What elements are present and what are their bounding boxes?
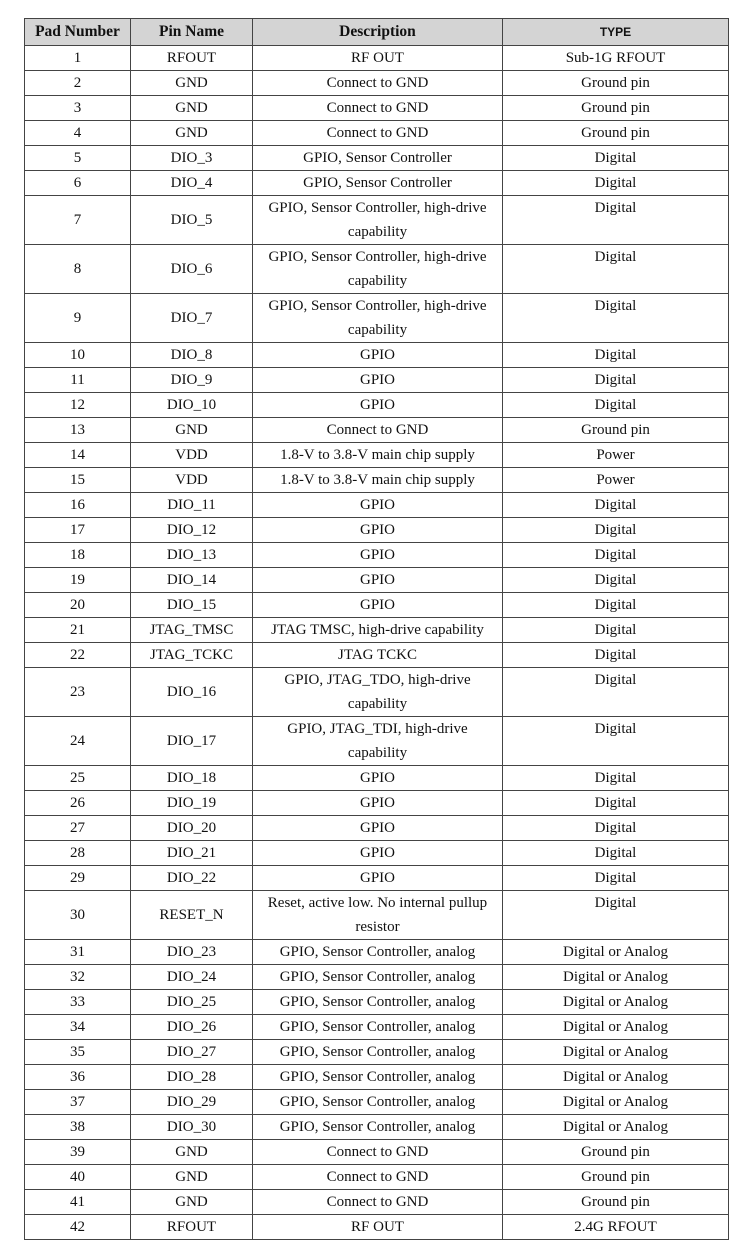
description-cell: GPIO	[253, 343, 503, 368]
pad-number-cell: 32	[25, 965, 131, 990]
pad-number-cell: 21	[25, 618, 131, 643]
pad-number-cell: 35	[25, 1040, 131, 1065]
pin-name-cell: RESET_N	[131, 891, 253, 940]
type-cell: Power	[503, 443, 729, 468]
pad-number-cell: 1	[25, 46, 131, 71]
pad-number-cell: 39	[25, 1140, 131, 1165]
type-cell: Power	[503, 468, 729, 493]
description-cell: GPIO, Sensor Controller, analog	[253, 990, 503, 1015]
pad-number-cell: 29	[25, 866, 131, 891]
table-row	[25, 1190, 729, 1215]
description-cell: JTAG TMSC, high-drive capability	[253, 618, 503, 643]
table-row	[25, 1090, 729, 1115]
type-cell: Digital	[503, 493, 729, 518]
table-row	[25, 71, 729, 96]
pin-name-cell: DIO_19	[131, 791, 253, 816]
pin-name-cell: GND	[131, 418, 253, 443]
pad-number-cell: 14	[25, 443, 131, 468]
pad-number-cell: 3	[25, 96, 131, 121]
description-cell: 1.8-V to 3.8-V main chip supply	[253, 468, 503, 493]
description-cell: GPIO, Sensor Controller, analog	[253, 1015, 503, 1040]
table-row	[25, 1040, 729, 1065]
type-cell: Digital	[503, 717, 729, 766]
type-cell: Ground pin	[503, 1190, 729, 1215]
pad-number-cell: 11	[25, 368, 131, 393]
pin-name-cell: DIO_5	[131, 196, 253, 245]
type-cell: Digital	[503, 791, 729, 816]
type-cell: Digital	[503, 891, 729, 940]
description-cell: GPIO, Sensor Controller, analog	[253, 965, 503, 990]
pin-table	[24, 18, 729, 1240]
table-row	[25, 990, 729, 1015]
description-cell: GPIO, Sensor Controller, analog	[253, 1090, 503, 1115]
pad-number-cell: 2	[25, 71, 131, 96]
type-cell: Digital	[503, 618, 729, 643]
pin-name-cell: GND	[131, 71, 253, 96]
pin-name-cell: DIO_30	[131, 1115, 253, 1140]
pad-number-cell: 20	[25, 593, 131, 618]
pin-name-cell: DIO_24	[131, 965, 253, 990]
pin-name-cell: DIO_10	[131, 393, 253, 418]
description-cell: 1.8-V to 3.8-V main chip supply	[253, 443, 503, 468]
description-cell: GPIO, Sensor Controller, high-drive capability	[253, 245, 503, 294]
pad-number-cell: 17	[25, 518, 131, 543]
pad-number-cell: 12	[25, 393, 131, 418]
pin-name-cell: DIO_8	[131, 343, 253, 368]
pin-name-cell: GND	[131, 1165, 253, 1190]
pad-number-cell: 9	[25, 294, 131, 343]
table-row	[25, 1015, 729, 1040]
pin-name-cell: GND	[131, 121, 253, 146]
description-cell: GPIO, Sensor Controller, high-drive capability	[253, 294, 503, 343]
description-cell: GPIO	[253, 866, 503, 891]
description-cell: GPIO, JTAG_TDO, high-drive capability	[253, 668, 503, 717]
table-row	[25, 46, 729, 71]
description-cell: RF OUT	[253, 1215, 503, 1240]
type-cell: Digital or Analog	[503, 1040, 729, 1065]
pin-name-cell: DIO_11	[131, 493, 253, 518]
description-cell: GPIO	[253, 816, 503, 841]
pin-name-cell: VDD	[131, 468, 253, 493]
table-row	[25, 171, 729, 196]
pin-name-cell: DIO_26	[131, 1015, 253, 1040]
pad-number-cell: 31	[25, 940, 131, 965]
table-row	[25, 866, 729, 891]
table-row	[25, 196, 729, 245]
pad-number-cell: 41	[25, 1190, 131, 1215]
type-cell: Ground pin	[503, 418, 729, 443]
description-cell: Connect to GND	[253, 71, 503, 96]
description-cell: GPIO	[253, 368, 503, 393]
pad-number-cell: 25	[25, 766, 131, 791]
table-row	[25, 543, 729, 568]
description-cell: Connect to GND	[253, 121, 503, 146]
type-cell: Digital	[503, 343, 729, 368]
table-row	[25, 841, 729, 866]
pin-name-cell: DIO_13	[131, 543, 253, 568]
table-row	[25, 1115, 729, 1140]
pin-name-cell: DIO_7	[131, 294, 253, 343]
pin-name-cell: JTAG_TMSC	[131, 618, 253, 643]
table-row	[25, 343, 729, 368]
description-cell: GPIO	[253, 393, 503, 418]
pin-name-cell: DIO_21	[131, 841, 253, 866]
type-cell: Ground pin	[503, 96, 729, 121]
table-row	[25, 245, 729, 294]
table-row	[25, 418, 729, 443]
pin-name-cell: GND	[131, 1190, 253, 1215]
type-cell: Digital	[503, 393, 729, 418]
table-row	[25, 96, 729, 121]
pin-name-cell: DIO_23	[131, 940, 253, 965]
type-cell: Digital	[503, 146, 729, 171]
table-row	[25, 518, 729, 543]
table-row	[25, 618, 729, 643]
description-cell: GPIO, Sensor Controller, analog	[253, 940, 503, 965]
pad-number-cell: 36	[25, 1065, 131, 1090]
pad-number-cell: 22	[25, 643, 131, 668]
pad-number-cell: 37	[25, 1090, 131, 1115]
type-cell: Ground pin	[503, 121, 729, 146]
pin-name-cell: DIO_20	[131, 816, 253, 841]
pad-number-cell: 16	[25, 493, 131, 518]
type-cell: Digital or Analog	[503, 965, 729, 990]
table-row	[25, 1140, 729, 1165]
table-row	[25, 593, 729, 618]
type-cell: Ground pin	[503, 1140, 729, 1165]
type-cell: Digital	[503, 643, 729, 668]
pad-number-cell: 40	[25, 1165, 131, 1190]
description-cell: Connect to GND	[253, 418, 503, 443]
description-cell: RF OUT	[253, 46, 503, 71]
description-cell: Connect to GND	[253, 1140, 503, 1165]
type-cell: Digital	[503, 568, 729, 593]
table-row	[25, 668, 729, 717]
description-cell: GPIO, Sensor Controller, analog	[253, 1115, 503, 1140]
pad-number-cell: 8	[25, 245, 131, 294]
type-cell: Digital or Analog	[503, 940, 729, 965]
pin-name-cell: VDD	[131, 443, 253, 468]
table-row	[25, 568, 729, 593]
description-cell: GPIO	[253, 543, 503, 568]
pin-name-cell: DIO_29	[131, 1090, 253, 1115]
description-cell: GPIO	[253, 593, 503, 618]
header-pin-name: Pin Name	[131, 19, 253, 46]
pin-name-cell: DIO_12	[131, 518, 253, 543]
type-cell: Digital	[503, 766, 729, 791]
pad-number-cell: 10	[25, 343, 131, 368]
description-cell: GPIO	[253, 766, 503, 791]
table-row	[25, 368, 729, 393]
pin-name-cell: DIO_28	[131, 1065, 253, 1090]
pad-number-cell: 24	[25, 717, 131, 766]
pin-table-container	[24, 18, 728, 1240]
pad-number-cell: 7	[25, 196, 131, 245]
table-row	[25, 940, 729, 965]
type-cell: Ground pin	[503, 1165, 729, 1190]
type-cell: Digital	[503, 294, 729, 343]
type-cell: Ground pin	[503, 71, 729, 96]
type-cell: Digital	[503, 171, 729, 196]
pad-number-cell: 15	[25, 468, 131, 493]
table-row	[25, 1065, 729, 1090]
pad-number-cell: 33	[25, 990, 131, 1015]
pad-number-cell: 27	[25, 816, 131, 841]
pad-number-cell: 13	[25, 418, 131, 443]
type-cell: Sub-1G RFOUT	[503, 46, 729, 71]
pin-name-cell: DIO_14	[131, 568, 253, 593]
table-row	[25, 393, 729, 418]
table-row	[25, 891, 729, 940]
pin-name-cell: DIO_27	[131, 1040, 253, 1065]
type-cell: Digital	[503, 518, 729, 543]
description-cell: GPIO, Sensor Controller, high-drive capability	[253, 196, 503, 245]
type-cell: Digital	[503, 668, 729, 717]
description-cell: GPIO, Sensor Controller	[253, 146, 503, 171]
table-row	[25, 643, 729, 668]
pin-name-cell: GND	[131, 96, 253, 121]
pad-number-cell: 26	[25, 791, 131, 816]
pin-name-cell: DIO_3	[131, 146, 253, 171]
description-cell: Reset, active low. No internal pullup resistor	[253, 891, 503, 940]
pin-name-cell: DIO_22	[131, 866, 253, 891]
type-cell: Digital or Analog	[503, 990, 729, 1015]
description-cell: GPIO, Sensor Controller	[253, 171, 503, 196]
type-cell: Digital	[503, 816, 729, 841]
description-cell: GPIO	[253, 493, 503, 518]
table-row	[25, 294, 729, 343]
table-row	[25, 791, 729, 816]
type-cell: Digital	[503, 841, 729, 866]
pad-number-cell: 30	[25, 891, 131, 940]
table-row	[25, 121, 729, 146]
pin-name-cell: DIO_9	[131, 368, 253, 393]
type-cell: Digital	[503, 196, 729, 245]
table-row	[25, 1165, 729, 1190]
type-cell: Digital or Analog	[503, 1090, 729, 1115]
type-cell: Digital or Analog	[503, 1015, 729, 1040]
pad-number-cell: 19	[25, 568, 131, 593]
pin-name-cell: RFOUT	[131, 46, 253, 71]
pad-number-cell: 18	[25, 543, 131, 568]
pin-name-cell: DIO_15	[131, 593, 253, 618]
pin-name-cell: DIO_6	[131, 245, 253, 294]
table-row	[25, 468, 729, 493]
table-row	[25, 766, 729, 791]
type-cell: Digital	[503, 368, 729, 393]
header-pad-number: Pad Number	[25, 19, 131, 46]
pin-name-cell: DIO_16	[131, 668, 253, 717]
pin-name-cell: RFOUT	[131, 1215, 253, 1240]
pad-number-cell: 23	[25, 668, 131, 717]
type-cell: Digital	[503, 543, 729, 568]
type-cell: Digital or Analog	[503, 1065, 729, 1090]
header-row	[25, 19, 729, 46]
type-cell: Digital	[503, 245, 729, 294]
description-cell: GPIO	[253, 791, 503, 816]
pad-number-cell: 38	[25, 1115, 131, 1140]
description-cell: GPIO, JTAG_TDI, high-drive capability	[253, 717, 503, 766]
table-row	[25, 443, 729, 468]
pin-name-cell: DIO_4	[131, 171, 253, 196]
header-type: TYPE	[503, 19, 729, 46]
pad-number-cell: 5	[25, 146, 131, 171]
pin-name-cell: DIO_17	[131, 717, 253, 766]
table-row	[25, 1215, 729, 1240]
pad-number-cell: 28	[25, 841, 131, 866]
pin-name-cell: DIO_18	[131, 766, 253, 791]
description-cell: GPIO	[253, 841, 503, 866]
pin-name-cell: JTAG_TCKC	[131, 643, 253, 668]
description-cell: JTAG TCKC	[253, 643, 503, 668]
description-cell: GPIO, Sensor Controller, analog	[253, 1065, 503, 1090]
type-cell: Digital	[503, 593, 729, 618]
table-body	[25, 46, 729, 1240]
description-cell: Connect to GND	[253, 1190, 503, 1215]
table-row	[25, 493, 729, 518]
pin-name-cell: DIO_25	[131, 990, 253, 1015]
description-cell: GPIO	[253, 518, 503, 543]
table-row	[25, 965, 729, 990]
description-cell: GPIO, Sensor Controller, analog	[253, 1040, 503, 1065]
type-cell: Digital	[503, 866, 729, 891]
description-cell: Connect to GND	[253, 96, 503, 121]
type-cell: Digital or Analog	[503, 1115, 729, 1140]
type-cell: 2.4G RFOUT	[503, 1215, 729, 1240]
table-row	[25, 717, 729, 766]
pad-number-cell: 4	[25, 121, 131, 146]
header-description: Description	[253, 19, 503, 46]
pad-number-cell: 34	[25, 1015, 131, 1040]
table-row	[25, 816, 729, 841]
table-row	[25, 146, 729, 171]
pin-name-cell: GND	[131, 1140, 253, 1165]
pad-number-cell: 6	[25, 171, 131, 196]
description-cell: Connect to GND	[253, 1165, 503, 1190]
description-cell: GPIO	[253, 568, 503, 593]
pad-number-cell: 42	[25, 1215, 131, 1240]
